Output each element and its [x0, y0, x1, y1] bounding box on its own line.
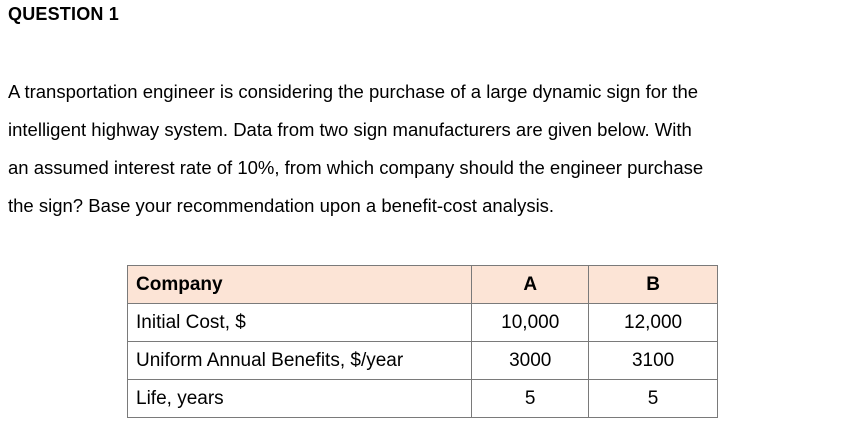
cell-a: 10,000 — [472, 304, 589, 342]
table-row — [128, 342, 718, 380]
question-heading: QUESTION 1 — [8, 4, 120, 24]
cell-b: 5 — [589, 380, 718, 418]
sign-comparison-table — [127, 265, 718, 418]
problem-line: A transportation engineer is considering the purchase of a large dynamic sign for the — [8, 81, 699, 102]
table-row — [128, 380, 718, 418]
row-label: Life, years — [128, 380, 472, 418]
cell-a: 3000 — [472, 342, 589, 380]
header-company-b: B — [589, 266, 718, 304]
header-company-a: A — [472, 266, 589, 304]
cell-b: 12,000 — [589, 304, 718, 342]
table-row — [128, 304, 718, 342]
problem-line: intelligent highway system. Data from two sign manufacturers are given below. With — [8, 119, 692, 140]
row-label: Uniform Annual Benefits, $/year — [128, 342, 472, 380]
table-header-row — [128, 266, 718, 304]
header-company: Company — [128, 266, 472, 304]
problem-line: an assumed interest rate of 10%, from which company should the engineer purchase — [8, 157, 704, 178]
cell-b: 3100 — [589, 342, 718, 380]
problem-statement — [8, 73, 844, 225]
row-label: Initial Cost, $ — [128, 304, 472, 342]
cell-a: 5 — [472, 380, 589, 418]
problem-line: the sign? Base your recommendation upon a benefit-cost analysis. — [8, 195, 555, 216]
